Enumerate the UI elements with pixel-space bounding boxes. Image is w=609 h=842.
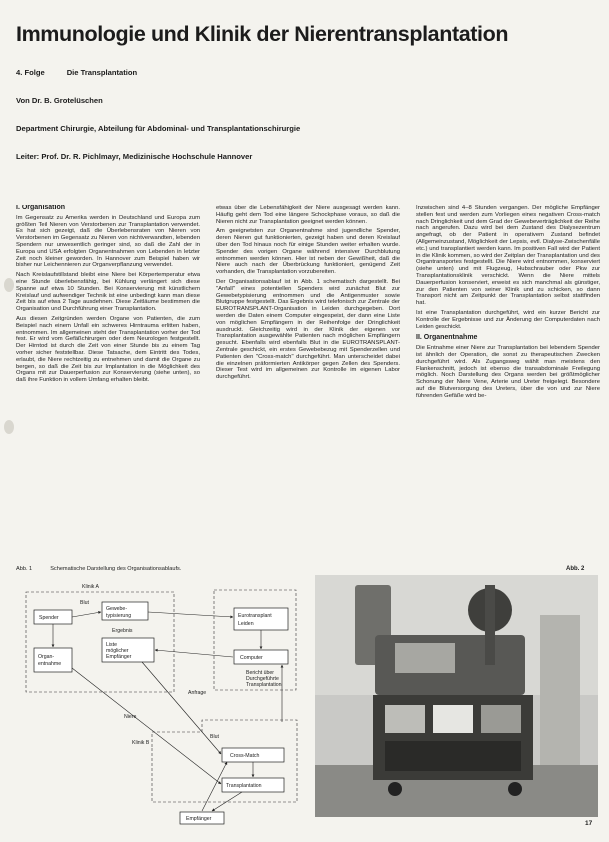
figure-label: Abb. 1 xyxy=(16,566,33,572)
paragraph: Aus diesen Zeitgründen werden Organe von Patienten, die zum Beispiel nach einem Unfall ein schweres Hirntrauma erlitten haben, entnommen. Im allgemeinen steht der Transplantation vorher der Tod fest. Er wird vom Gefäßchirurgen oder dem Neurologen festgestellt. Der Hirntod ist durch die Zeit von einer Stunde bis zu einem Tag vorher sicher feststellbar. Diese Tatsache, dem Eintritt des Todes, erlaubt, die Niere rechtzeitig zu entnehmen und damit die Organe zu bergen, so daß die Zeit bis zur Implantation in die Möglichkeit des Organs mit zur Dauerperfusion zur Konservierung (siehe unten), so daß ihre Funktion in vollem Umfang erhalten bleibt. xyxy=(16,315,200,384)
series-line xyxy=(16,68,137,77)
region-a-label: Klinik A xyxy=(82,584,100,590)
series-topic: Die Transplantation xyxy=(66,68,138,77)
computer-label: Computer xyxy=(240,655,263,661)
gewebetypisierung-label: Gewebe-typisierung xyxy=(106,606,132,619)
bericht-label: Bericht über Durchgeführte Transplantation xyxy=(246,670,282,688)
region-b-label: Klinik B xyxy=(132,740,150,746)
text-column-2 xyxy=(216,205,400,558)
section-heading: I. Organisation xyxy=(16,205,66,211)
series-label: 4. Folge xyxy=(16,68,45,77)
eurotransplant-label: Eurotransplant xyxy=(238,613,272,619)
wheel xyxy=(508,782,522,796)
organentnahme-label: Organ-entnahme xyxy=(38,654,62,667)
paragraph: Inzwischen sind 4–8 Stunden vergangen. Der mögliche Empfänger stellen fest und werden zum Vorliegen eines negativen Cross-match nach Dringlichkeit und dem Grad der Gewebeverträglichkeit der Reihe nach angerufen. Dazu wird bei dem Zustand des Dialysezentrum angefragt, ob der Patient in operativem Zustand befindet (Allgemeinzustand, Möglichkeit der Lepsis, evtl. Dialyse-Zwischenfälle etc.) und transplantiert werden kann. Im positiven Fall wird der Patient in die Klinik kommen, so wird der Zeitplan der Transplantation und des Organtransportes festgestellt. Die Niere wird entnommen, konserviert (siehe unten) und mit Flugzeug, Hubschrauber oder Pkw zur Transplantationsklinik verschickt. Wenn die Niere mittels Dauerperfusion konserviert, erweist es sich manchmal als günstiger, zur den Patienten von seiner Klinik und zu schicken, so dann Transport nicht am Zeitpunkt der Transplantation selbst stattfinden hat. xyxy=(416,205,600,307)
punch-hole xyxy=(4,278,14,292)
article-title: Immunologie und Klinik der Nierentransplantation xyxy=(16,22,509,46)
page-number: 17 xyxy=(585,820,593,827)
niere-label: Niere xyxy=(124,714,137,720)
perfusion-machine-photo xyxy=(315,575,598,817)
empfaenger-label: Empfänger xyxy=(186,816,212,822)
spender-label: Spender xyxy=(39,615,59,621)
paragraph: Am geeignetsten zur Organentnahme sind jugendliche Spender, deren Nieren gut funktionierten, gezeigt haben und deren Kreislauf über den Tod hinaus noch für einige Stunden weiter erhalten wurde. Spender des vorigen Organe während intensiver Durchblutung entnommen werden können. Hier ist neben der Gewißheit, daß die Niere auch nach der Überbrückung funktioniert, genügend Zeit vorhanden, die Transplantation vorzubereiten. xyxy=(216,228,400,276)
figure-2-label: Abb. 2 xyxy=(566,566,585,572)
empfaengerliste-label: Liste möglicher Empfänger xyxy=(106,642,132,660)
leader-line: Leiter: Prof. Dr. R. Pichlmayr, Medizinische Hochschule Hannover xyxy=(16,152,253,161)
organisation-flow-diagram xyxy=(12,572,307,827)
wheel xyxy=(388,782,402,796)
anfrage-label: Anfrage xyxy=(188,690,207,696)
leiden-label: Leiden xyxy=(238,621,254,627)
department-line: Department Chirurgie, Abteilung für Abdominal- und Transplantationschirurgie xyxy=(16,124,301,133)
paragraph: Im Gegensatz zu Amerika werden in Deutschland und Europa zum größten Teil Nieren von Verstorbenen zur Transplantation verwendet. Es hat sich gezeigt, daß die Überlebensraten von Nieren von Verstorbenen im Gegensatz zu Nieren von nichtverwandten, lebenden Spendern nur unwesentlich geringer sind, so daß die Zahl der in Europa und USA erfolgten Organentnahmen von Lebenden in letzter Zeit noch kleiner geworden. In Hannover zum Beispiel haben wir bisher nur Leichennieren zur Organverpflanzung verwendet. xyxy=(16,214,200,269)
body-text xyxy=(16,205,600,558)
transplantation-label: Transplantation xyxy=(226,783,262,789)
paragraph: Der Organisationsablauf ist in Abb. 1 schematisch dargestellt. Bei "Anfall" eines potentiellen Spenders wird zunächst Blut zur Gewebetypisierung entnommen und die Antigenmuster sowie Blutgruppe festgestellt. Das Ergebnis wird telefonisch zur Zentrale der EUROTRANSPLANT-Organisation in Leiden durchgegeben. Dort werden die Daten einem Computer eingespeist, der dann eine Liste von möglichen Empfängern in der Reihenfolge der Dringlichkeit ausdruckt. Gleichzeitig wird in der Klinik der eigenen vor Transplantation ausgewählte Patienten nach möglichen Empfängern gesucht. Ebenfalls wird ebenfalls Blut in die EUROTRANSPLANT-Zentrale geschickt, ein erstes Gewebebezug mit Spenderzellen und Patienten den "Cross-match" durchgeführt. Man unterscheidet dabei die einzelnen präformierten Antikörper gegen Zellen des Spenders. Dieser Test wird im allgemeinen zur Kontrolle im eigenen Labor durchgeführt. xyxy=(216,278,400,381)
section-heading: II. Organentnahme xyxy=(416,334,478,342)
blut-label: Blut xyxy=(80,600,89,606)
organentnahme-box xyxy=(34,648,72,672)
blut2-label: Blut xyxy=(210,734,219,740)
paragraph: Die Entnahme einer Niere zur Transplantation bei lebendem Spender ist ähnlich der Operation, die sonst zu therapeutischen Zwecken durchgeführt wird. Als Zugangsweg wählt man meistens den Flankenschnitt, jedoch ist ebenso die transabdominale Freilegung möglich. Noch Darstellung des Organs werden bei größtmöglicher Schonung der Niere Vene, Arterie und Ureter freigelegt. Besondere auf die Blutversorgung des Ureters, über die von und zur Niere führenden Gefäße wird be- xyxy=(416,345,600,399)
paragraph: Ist eine Transplantation durchgeführt, wird ein kurzer Bericht zur Kontrolle der Ergebnisse und zur Änderung der Computerdaten nach Leiden geschickt. xyxy=(416,309,600,330)
text-column-1 xyxy=(16,205,200,558)
paragraph: Nach Kreislaufstillstand bleibt eine Niere bei Körpertemperatur etwa eine Stunde überlebensfähig, bei Kühlung verlängert sich diese Spanne auf etwa 10 Stunden. Bei Konservierung mit künstlichem Kreislauf und aufwendiger Technik ist eine unbedingt kann man diese Zeit bis auf etwa 2 Tage ausdehnen. Diese Zeitläume bestimmen die Organisation und Durchführung einer Transplantation. xyxy=(16,272,200,313)
punch-hole xyxy=(4,420,14,434)
figure-caption: Schematische Darstellung des Organisationsablaufs. xyxy=(50,566,182,572)
paragraph: etwas über die Lebensfähigkeit der Niere ausgesagt werden kann. Häufig geht dem Tod eine längere Schockphase voraus, so daß die Nieren nicht zur Transplantation geeignet werden können. xyxy=(216,205,400,225)
cross-match-label: Cross-Match xyxy=(230,753,260,759)
ergebnis-label: Ergebnis xyxy=(112,628,133,634)
text-column-3 xyxy=(416,205,600,558)
author-line: Von Dr. B. Grotelüschen xyxy=(16,96,103,105)
